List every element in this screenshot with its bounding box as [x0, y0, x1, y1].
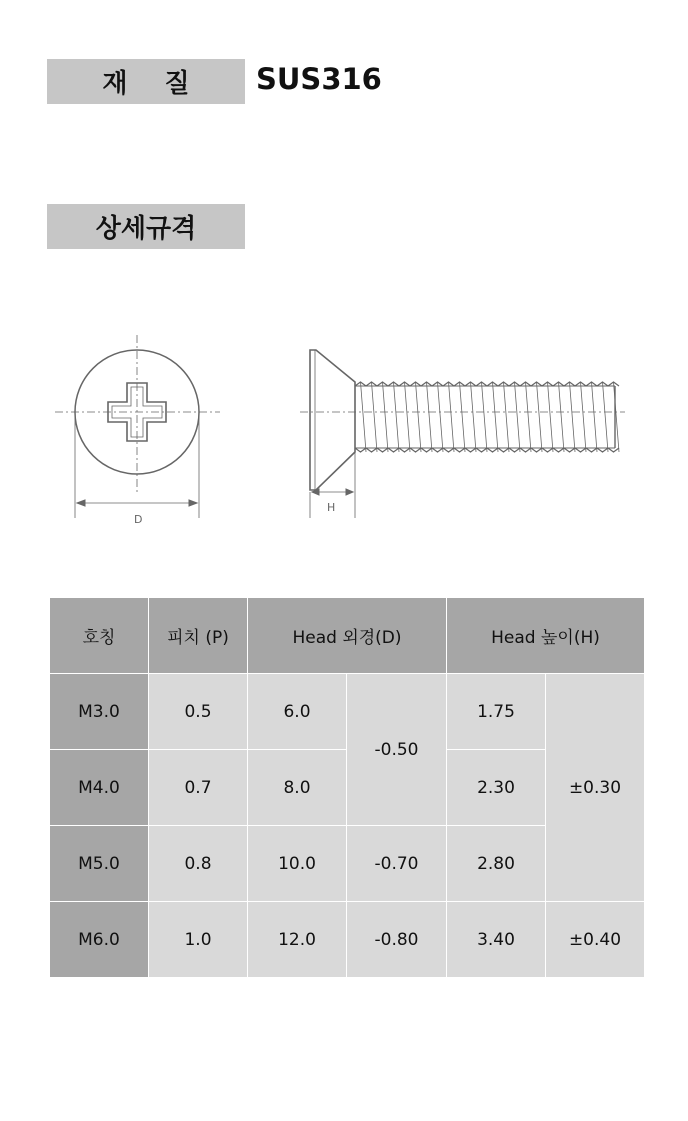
screw-side-view: [300, 350, 625, 518]
nominal-cell: M5.0: [50, 826, 149, 902]
head-diameter-cell: 10.0: [248, 826, 347, 902]
material-label: 재 질: [47, 59, 245, 104]
head-diameter-cell: 12.0: [248, 902, 347, 978]
pitch-cell: 0.5: [149, 674, 248, 750]
pitch-cell: 0.7: [149, 750, 248, 826]
head-height-cell: 3.40: [447, 902, 546, 978]
head-height-cell: 2.80: [447, 826, 546, 902]
table-row: [50, 902, 645, 978]
head-height-cell: 2.30: [447, 750, 546, 826]
height-tolerance-cell: ±0.30: [546, 674, 645, 902]
spec-table: [49, 597, 645, 978]
pitch-cell: 1.0: [149, 902, 248, 978]
pitch-cell: 0.8: [149, 826, 248, 902]
dimension-d-label: D: [134, 513, 143, 526]
header-head-diameter: Head 외경(D): [248, 598, 447, 674]
head-diameter-cell: 8.0: [248, 750, 347, 826]
head-diameter-cell: 6.0: [248, 674, 347, 750]
head-height-cell: 1.75: [447, 674, 546, 750]
material-value: SUS316: [256, 62, 382, 96]
diameter-tolerance-cell: -0.80: [347, 902, 447, 978]
table-row: [50, 674, 645, 750]
diameter-tolerance-cell: -0.70: [347, 826, 447, 902]
screw-head-top-view: [55, 335, 220, 518]
nominal-cell: M4.0: [50, 750, 149, 826]
height-tolerance-cell: ±0.40: [546, 902, 645, 978]
header-pitch: 피치 (P): [149, 598, 248, 674]
nominal-cell: M3.0: [50, 674, 149, 750]
header-head-height: Head 높이(H): [447, 598, 645, 674]
nominal-cell: M6.0: [50, 902, 149, 978]
header-nominal: 호칭: [50, 598, 149, 674]
dimension-h-label: H: [327, 501, 336, 514]
table-header-row: [50, 598, 645, 674]
spec-section-label: 상세규격: [47, 204, 245, 249]
diameter-tolerance-cell: -0.50: [347, 674, 447, 826]
screw-drawing: [40, 320, 630, 530]
